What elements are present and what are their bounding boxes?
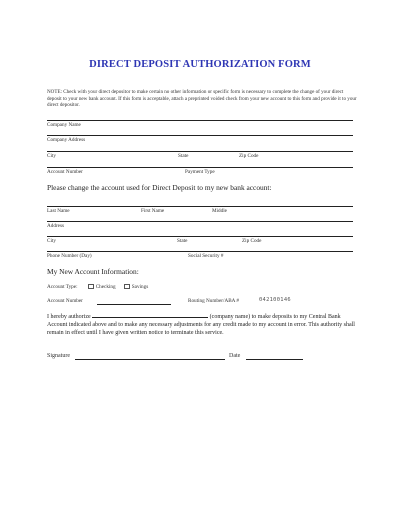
zip-label: Zip Code [242,238,262,244]
city-label: City [47,238,56,244]
company-city-label: City [47,153,56,159]
company-zip-label: Zip Code [239,153,259,159]
authorization-part1: I hereby authorize [47,314,91,320]
new-account-heading: My New Account Information: [47,267,139,276]
savings-checkbox[interactable] [124,284,130,290]
last-name-label: Last Name [47,208,70,214]
form-title: DIRECT DEPOSIT AUTHORIZATION FORM [89,59,311,70]
name-line[interactable] [47,206,353,207]
company-city-line[interactable] [47,151,353,152]
authorization-part2: (company name) to make deposits to my Central Bank Account indicated above and to make any necessary adjustments for any credit made to my account in error. This authority shall remain in effect until I have given written notice to terminate this service. [47,314,355,337]
account-type-row [47,284,148,290]
routing-label: Routing Number/ABA # [188,298,240,304]
signature-field[interactable] [75,359,225,360]
savings-label: Savings [131,284,149,290]
company-address-label: Company Address [47,137,86,143]
account-number-label: Account Number [47,298,83,304]
address-label: Address [47,223,65,229]
payment-type-label: Payment Type [185,169,215,175]
company-name-field[interactable] [92,312,208,318]
checking-checkbox[interactable] [88,284,94,290]
company-account-line[interactable] [47,167,353,168]
first-name-label: First Name [141,208,165,214]
address-line[interactable] [47,221,353,222]
routing-value: 042100146 [259,297,291,303]
middle-label: Middle [212,208,227,214]
signature-label: Signature [47,353,70,359]
checking-label: Checking [95,284,116,290]
phone-line[interactable] [47,251,353,252]
note-text: NOTE: Check with your direct depositor to make certain no other information or specific form is necessary to complete the change of your direct deposit to your new bank account. If this form is acceptable, attach a preprinted voided check from your new account to this form and provide it to your direct depositor. [47,89,357,109]
city-line[interactable] [47,236,353,237]
account-type-label: Account Type: [47,284,78,290]
state-label: State [177,238,188,244]
company-address-line[interactable] [47,135,353,136]
company-state-label: State [178,153,189,159]
company-name-label: Company Name [47,122,81,128]
phone-label: Phone Number (Day) [47,253,92,259]
ssn-label: Social Security # [188,253,224,259]
date-label: Date [229,353,241,359]
company-account-number-label: Account Number [47,169,83,175]
date-field[interactable] [246,359,303,360]
change-heading: Please change the account used for Direct Deposit to my new bank account: [47,183,272,192]
account-number-field[interactable] [97,304,171,305]
authorization-paragraph [47,312,357,338]
company-name-line[interactable] [47,120,353,121]
